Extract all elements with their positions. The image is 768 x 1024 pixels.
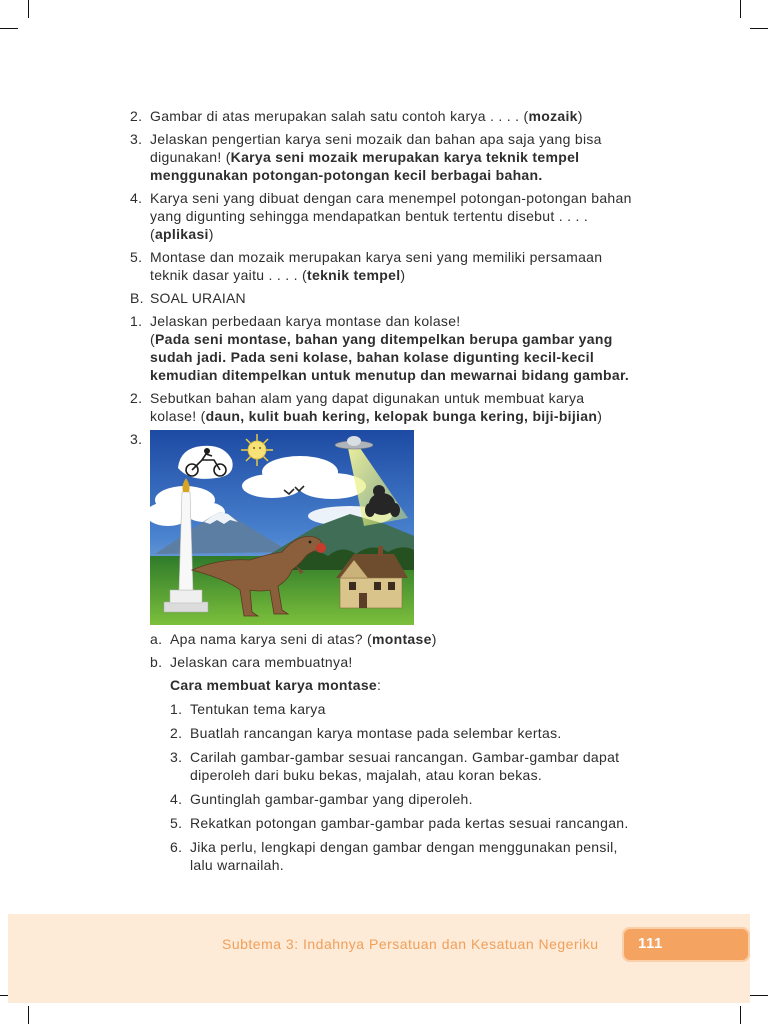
item-number: 3. (130, 131, 143, 147)
question-text: ) (577, 108, 583, 124)
section-label: B. (130, 290, 144, 306)
question-text: ) (208, 226, 214, 242)
answer-text: Karya seni mozaik merupakan karya teknik tempel (230, 149, 580, 165)
steps-title (170, 676, 710, 694)
answer-text: sudah jadi. Pada seni kolase, bahan kolase digunting kecil-kecil (150, 349, 595, 365)
page-number-tab (622, 927, 750, 962)
item-number: 1. (130, 313, 143, 329)
question-text: ) (431, 631, 437, 647)
question-line (170, 630, 710, 648)
step-text: Carilah gambar-gambar sesuai rancangan. Gambar-gambar dapat (190, 749, 620, 765)
crop-mark-top-right-v (740, 0, 741, 18)
item-number: 3. (130, 431, 143, 447)
question-item (130, 248, 710, 284)
page-number: 111 (638, 935, 663, 952)
question-text: ( (150, 331, 155, 347)
question-line (150, 389, 710, 407)
answer-text: menggunakan potongan-potongan kecil berbagai bahan. (150, 167, 543, 183)
section-title: SOAL URAIAN (150, 290, 246, 306)
item-number: 2. (130, 390, 143, 406)
question-item (130, 130, 710, 184)
crop-mark-top-left-v (28, 0, 29, 18)
step-number: 3. (170, 749, 183, 765)
question-line (150, 312, 710, 330)
question-line (150, 130, 710, 148)
question-text: ) (400, 267, 406, 283)
steps-title-colon: : (377, 677, 382, 693)
step-number: 4. (170, 791, 183, 807)
step-text: Rekatkan potongan gambar-gambar pada kertas sesuai rancangan. (190, 815, 629, 831)
question-line (150, 207, 710, 225)
item-number: 2. (130, 108, 143, 124)
sub-question-letter: a. (150, 631, 163, 647)
question-text: kolase! ( (150, 408, 206, 424)
answer-text: kemudian ditempelkan untuk menutup dan mewarnai bidang gambar. (150, 367, 630, 383)
question-text: Gambar di atas merupakan salah satu contoh karya . . . . ( (150, 108, 529, 124)
question-line (150, 148, 710, 166)
step-item (170, 790, 710, 808)
sub-question-letter: b. (150, 654, 163, 670)
question-line (150, 225, 710, 243)
section-heading (130, 289, 710, 307)
question-text: ) (597, 408, 603, 424)
question-item (130, 107, 710, 125)
crop-mark-top-right-h (750, 28, 768, 29)
answer-text: aplikasi (154, 226, 209, 242)
question-line (150, 248, 710, 266)
step-item (170, 700, 710, 718)
answer-text: mozaik (528, 108, 578, 124)
step-number: 6. (170, 839, 183, 855)
steps-title-text: Cara membuat karya montase (170, 677, 377, 693)
sub-question-list (150, 630, 710, 671)
crop-mark-bottom-left-v (28, 1006, 29, 1024)
answer-text: daun, kulit buah kering, kelopak bunga kering, biji-bijian (205, 408, 598, 424)
crop-mark-bottom-right-v (740, 1006, 741, 1024)
question-text: Montase dan mozaik merupakan karya seni yang memiliki persamaan (150, 249, 603, 265)
question-line (150, 330, 710, 348)
question-line (150, 266, 710, 284)
answer-text: teknik tempel (307, 267, 401, 283)
step-number: 1. (170, 701, 183, 717)
step-text: Jika perlu, lengkapi dengan gambar dengan menggunakan pensil, (190, 839, 618, 855)
question-item (130, 189, 710, 243)
question-text: ( (150, 226, 155, 242)
step-item (170, 748, 710, 784)
essay-question-item (130, 430, 710, 874)
question-line (150, 166, 710, 184)
question-text: Apa nama karya seni di atas? ( (170, 631, 372, 647)
crop-mark-top-left-h (0, 28, 18, 29)
step-text: lalu warnailah. (190, 857, 284, 873)
question-text: Sebutkan bahan alam yang dapat digunakan untuk membuat karya (150, 390, 585, 406)
essay-question-item (130, 389, 710, 425)
step-text: Tentukan tema karya (190, 701, 326, 717)
question-text: Jelaskan perbedaan karya montase dan kolase! (150, 313, 461, 329)
montage-artwork-image (150, 430, 414, 625)
red-object (316, 543, 326, 553)
question-line (170, 653, 710, 671)
question-text: digunakan! ( (150, 149, 231, 165)
step-item (170, 814, 710, 832)
page-content (130, 107, 710, 874)
step-number: 5. (170, 815, 183, 831)
steps-list (170, 700, 710, 874)
page-footer (8, 914, 750, 1003)
essay-question-item (130, 312, 710, 384)
question-text: Jelaskan pengertian karya seni mozaik dan bahan apa saja yang bisa (150, 131, 602, 147)
question-line (150, 189, 710, 207)
sub-question-item (150, 630, 710, 648)
crop-mark-bottom-right-h (750, 995, 768, 996)
subtheme-title: Subtema 3: Indahnya Persatuan dan Kesatuan Negeriku (222, 936, 599, 952)
item-number: 4. (130, 190, 143, 206)
question-text: Karya seni yang dibuat dengan cara menempel potongan-potongan bahan (150, 190, 632, 206)
question-line (150, 107, 710, 125)
question-text: teknik dasar yaitu . . . . ( (150, 267, 308, 283)
question-text: Jelaskan cara membuatnya! (170, 654, 353, 670)
step-text: Guntinglah gambar-gambar yang diperoleh. (190, 791, 473, 807)
step-item (170, 724, 710, 742)
question-text: yang digunting sehingga mendapatkan bentuk tertentu disebut . . . . (150, 208, 589, 224)
question-line (150, 407, 710, 425)
item-number: 5. (130, 249, 143, 265)
step-text: diperoleh dari buku bekas, majalah, atau koran bekas. (190, 767, 543, 783)
step-number: 2. (170, 725, 183, 741)
answer-text: montase (372, 631, 432, 647)
question-line (150, 366, 710, 384)
step-item (170, 838, 710, 874)
answer-text: Pada seni montase, bahan yang ditempelkan berupa gambar yang (154, 331, 613, 347)
step-text: Buatlah rancangan karya montase pada selembar kertas. (190, 725, 562, 741)
question-line (150, 348, 710, 366)
sub-question-item (150, 653, 710, 671)
